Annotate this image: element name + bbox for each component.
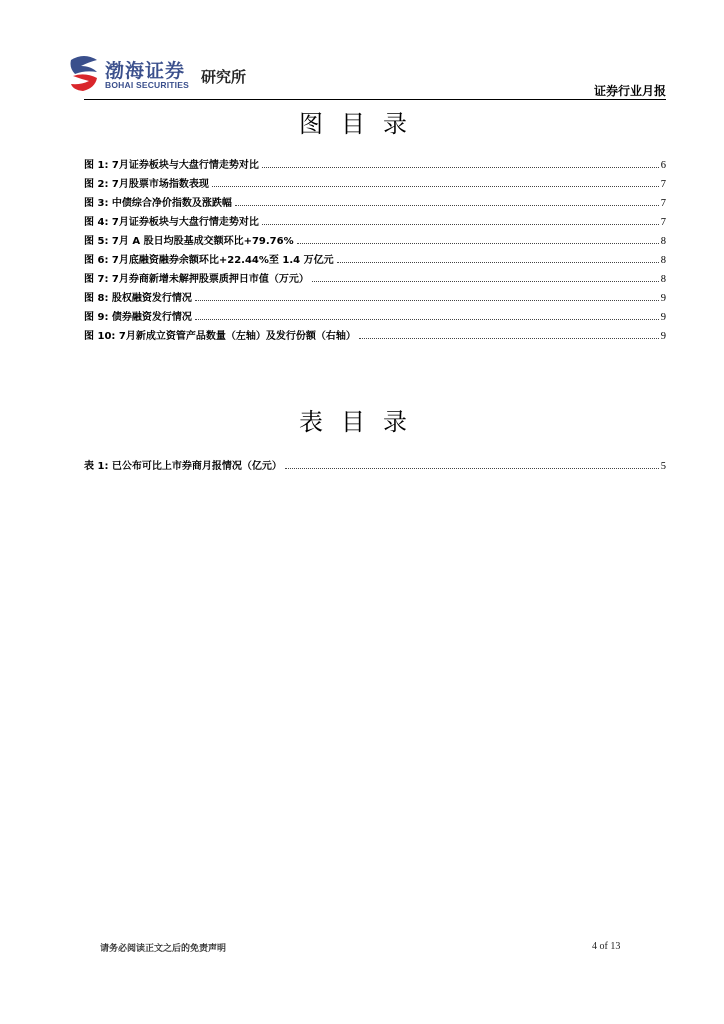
logo-english-name: BOHAI SECURITIES xyxy=(105,80,189,90)
figure-toc-entry-page: 9 xyxy=(660,331,666,342)
header-divider xyxy=(84,99,666,100)
figure-toc-entry-label: 图 9: 债券融资发行情况 xyxy=(84,312,192,323)
figure-toc-entry-label: 图 10: 7月新成立资管产品数量（左轴）及发行份额（右轴） xyxy=(84,331,356,342)
dot-leader xyxy=(297,243,659,244)
table-toc-entry[interactable] xyxy=(84,457,666,476)
institute-name: 研究所 xyxy=(201,68,247,86)
figure-toc-entry[interactable] xyxy=(84,251,666,270)
table-toc-list xyxy=(84,457,666,476)
dot-leader xyxy=(195,319,659,320)
dot-leader xyxy=(312,281,659,282)
figure-toc-entry-page: 7 xyxy=(660,217,666,228)
figure-toc-list xyxy=(84,156,666,346)
dot-leader xyxy=(195,300,659,301)
figure-toc-entry-label: 图 1: 7月证券板块与大盘行情走势对比 xyxy=(84,160,259,171)
dot-leader xyxy=(337,262,659,263)
figure-toc-entry-label: 图 3: 中债综合净价指数及涨跌幅 xyxy=(84,198,232,209)
page-header xyxy=(0,0,724,104)
figure-toc-entry-page: 7 xyxy=(660,198,666,209)
figure-toc-entry[interactable] xyxy=(84,213,666,232)
figure-toc-entry[interactable] xyxy=(84,308,666,327)
figure-toc-entry-label: 图 7: 7月券商新增未解押股票质押日市值（万元） xyxy=(84,274,309,285)
figure-toc-entry[interactable] xyxy=(84,327,666,346)
figure-toc-entry-label: 图 4: 7月证券板块与大盘行情走势对比 xyxy=(84,217,259,228)
dot-leader xyxy=(285,468,659,469)
report-type: 证券行业月报 xyxy=(593,84,666,98)
figure-toc-entry-page: 6 xyxy=(660,160,666,171)
figure-toc-entry-label: 图 2: 7月股票市场指数表现 xyxy=(84,179,209,190)
figure-toc-entry[interactable] xyxy=(84,194,666,213)
logo-chinese-name: 渤海证券 xyxy=(105,60,186,82)
figure-toc-entry-label: 图 8: 股权融资发行情况 xyxy=(84,293,192,304)
figure-toc-entry-page: 8 xyxy=(660,255,666,266)
table-toc-entry-label: 表 1: 已公布可比上市券商月报情况（亿元） xyxy=(84,461,282,472)
figure-toc-entry-label: 图 6: 7月底融资融券余额环比+22.44%至 1.4 万亿元 xyxy=(84,255,334,266)
dot-leader xyxy=(262,167,659,168)
table-toc-title: 表目录 xyxy=(299,408,425,436)
bohai-securities-logo xyxy=(67,54,257,94)
dot-leader xyxy=(359,338,659,339)
bohai-logo-icon xyxy=(67,54,101,92)
footer-disclaimer: 请务必阅读正文之后的免责声明 xyxy=(100,944,227,954)
dot-leader xyxy=(235,205,659,206)
figure-toc-entry-page: 8 xyxy=(660,236,666,247)
figure-toc-entry-label: 图 5: 7月 A 股日均股基成交额环比+79.76% xyxy=(84,236,294,247)
figure-toc-entry[interactable] xyxy=(84,289,666,308)
footer-page-number: 4 of 13 xyxy=(592,941,621,952)
dot-leader xyxy=(262,224,659,225)
figure-toc-entry-page: 9 xyxy=(660,293,666,304)
figure-toc-title: 图目录 xyxy=(299,110,425,138)
figure-toc-entry-page: 7 xyxy=(660,179,666,190)
figure-toc-entry[interactable] xyxy=(84,156,666,175)
figure-toc-entry-page: 9 xyxy=(660,312,666,323)
table-toc-entry-page: 5 xyxy=(660,461,666,472)
figure-toc-entry[interactable] xyxy=(84,232,666,251)
figure-toc-entry[interactable] xyxy=(84,270,666,289)
figure-toc-entry[interactable] xyxy=(84,175,666,194)
figure-toc-entry-page: 8 xyxy=(660,274,666,285)
dot-leader xyxy=(212,186,659,187)
